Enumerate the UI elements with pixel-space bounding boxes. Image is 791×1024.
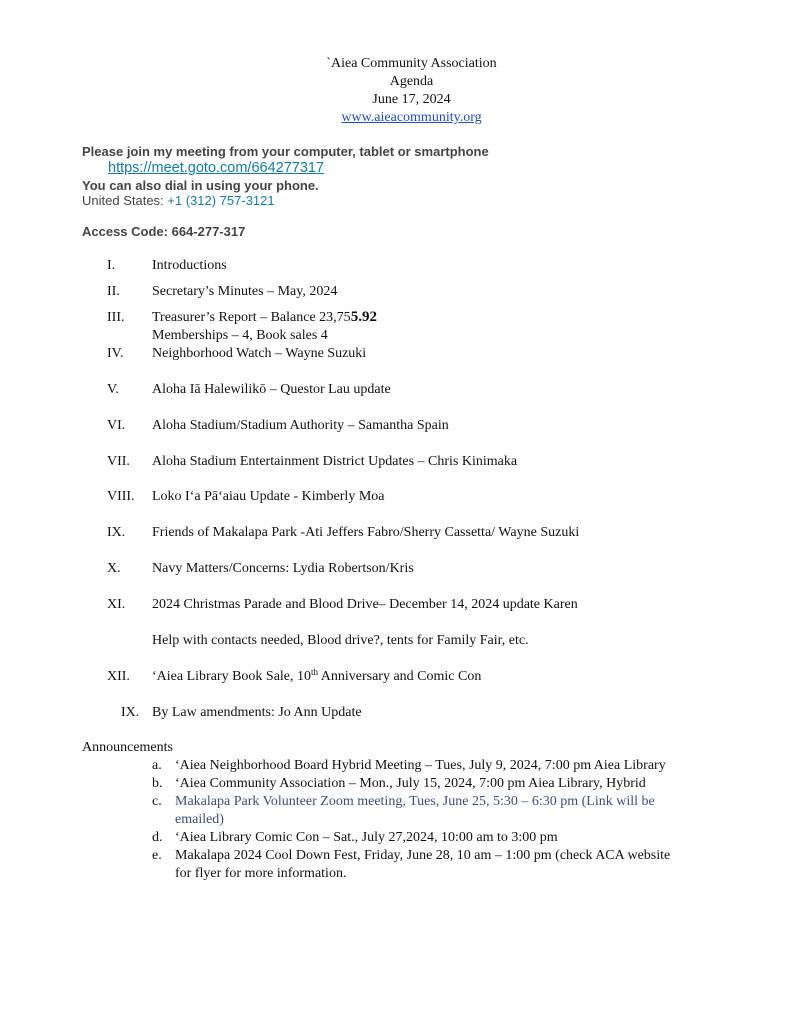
announcement-letter: a. (152, 758, 162, 773)
agenda-number: IX. (107, 525, 126, 540)
book-sale-text: ‘Aiea Library Book Sale, 10 (152, 669, 312, 684)
agenda-number: XII. (107, 669, 130, 684)
book-sale-text-after: Anniversary and Comic Con (318, 669, 482, 684)
agenda-number: V. (107, 382, 119, 397)
website-line (0, 109, 791, 126)
announcement-letter: e. (152, 848, 162, 863)
agenda-item: Aloha Stadium/Stadium Authority – Samantha Spain (152, 418, 449, 433)
announcement-item: ‘Aiea Neighborhood Board Hybrid Meeting – Tues, July 9, 2024, 7:00 pm Aiea Library (175, 758, 666, 773)
agenda-item (152, 668, 481, 685)
doc-type: Agenda (389, 74, 434, 89)
access-code: Access Code: 664-277-317 (82, 224, 246, 239)
country-label: United States: (82, 193, 164, 208)
agenda-item: Navy Matters/Concerns: Lydia Robertson/Kris (152, 561, 414, 576)
agenda-item: Neighborhood Watch – Wayne Suzuki (152, 346, 367, 361)
agenda-item: Secretary’s Minutes – May, 2024 (152, 284, 338, 299)
announcement-item: ‘Aiea Community Association – Mon., July 15, 2024, 7:00 pm Aiea Library, Hybrid (175, 776, 646, 791)
agenda-number: IX. (121, 705, 140, 720)
meeting-link[interactable]: https://meet.goto.com/664277317 (108, 160, 325, 176)
announcement-item: Makalapa Park Volunteer Zoom meeting, Tues, June 25, 5:30 – 6:30 pm (Link will be (175, 794, 655, 809)
balance-bold: 5.92 (350, 309, 377, 325)
agenda-number: XI. (107, 597, 126, 612)
agenda-item-detail: Help with contacts needed, Blood drive?, tents for Family Fair, etc. (152, 633, 529, 648)
announcement-item-cont: for flyer for more information. (175, 866, 347, 881)
agenda-number: VII. (107, 454, 130, 469)
agenda-number: I. (107, 258, 116, 273)
join-text: Please join my meeting from your computer, tablet or smartphone (82, 144, 489, 159)
announcement-letter: c. (152, 794, 162, 809)
agenda-item: Aloha Iā Halewilikō – Questor Lau update (152, 382, 391, 397)
website-link[interactable]: www.aieacommunity.org (341, 110, 482, 125)
ordinal-suffix: th (311, 667, 319, 677)
agenda-item: Introductions (152, 258, 227, 273)
agenda-item: Aloha Stadium Entertainment District Updates – Chris Kinimaka (152, 454, 518, 469)
agenda-item: Loko Iʻa Pāʻaiau Update - Kimberly Moa (152, 489, 385, 504)
agenda-item: By Law amendments: Jo Ann Update (152, 705, 362, 720)
announcement-item: ‘Aiea Library Comic Con – Sat., July 27,2024, 10:00 am to 3:00 pm (175, 830, 558, 845)
announcements-heading: Announcements (82, 740, 173, 755)
announcement-item: Makalapa 2024 Cool Down Fest, Friday, June 28, 10 am – 1:00 pm (check ACA website (175, 848, 671, 863)
org-title: `Aiea Community Association (326, 56, 497, 71)
agenda-number: IV. (107, 346, 124, 361)
agenda-item: 2024 Christmas Parade and Blood Drive– December 14, 2024 update Karen (152, 597, 578, 612)
agenda-number: VI. (107, 418, 126, 433)
meeting-date: June 17, 2024 (372, 92, 451, 107)
agenda-number: III. (107, 310, 125, 325)
phone-number[interactable]: +1 (312) 757-3121 (167, 193, 275, 208)
agenda-item-detail: Memberships – 4, Book sales 4 (152, 328, 328, 343)
agenda-number: II. (107, 284, 120, 299)
agenda-item (152, 309, 377, 326)
announcement-item-cont: emailed) (175, 812, 224, 827)
join-link-line (108, 160, 324, 177)
treasurer-text: Treasurer’s Report – Balance 23,75 (152, 310, 351, 325)
agenda-item: Friends of Makalapa Park -Ati Jeffers Fabro/Sherry Cassetta/ Wayne Suzuki (152, 525, 580, 540)
agenda-number: VIII. (107, 489, 135, 504)
announcement-letter: d. (152, 830, 163, 845)
agenda-number: X. (107, 561, 121, 576)
phone-line (82, 192, 275, 209)
announcement-letter: b. (152, 776, 163, 791)
dial-text: You can also dial in using your phone. (82, 178, 319, 193)
